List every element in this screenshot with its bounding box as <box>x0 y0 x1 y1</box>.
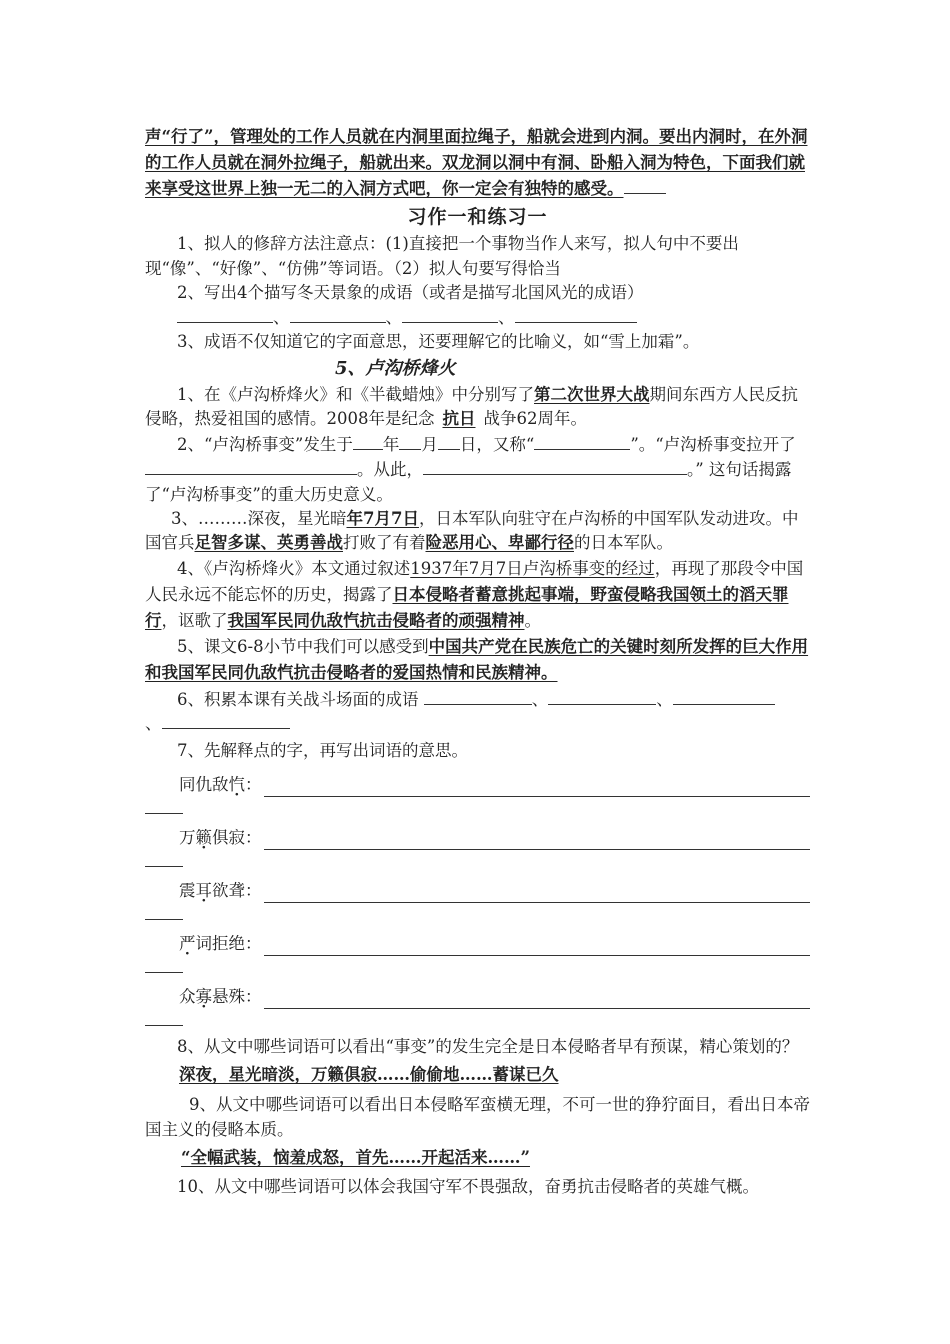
idiom-post: ： <box>245 774 262 794</box>
idiom-label <box>179 879 262 904</box>
section-title-xizuo: 习作一和练习一 <box>407 206 548 228</box>
idiom-post: 俱寂： <box>212 827 262 847</box>
q4-text-a: 4、《卢沟桥烽火》本文通过叙述 <box>177 558 411 578</box>
q1-answer-kangri: 抗日 <box>442 409 476 428</box>
s1-question-2-blanks <box>145 306 810 331</box>
q3-text-c: ，日本军队向驻守在卢沟桥的中国军队发动进攻。中国官兵 <box>145 508 799 552</box>
s2-question-6 <box>145 688 810 713</box>
idiom-pre: 众 <box>179 986 196 1006</box>
q2-text-e: ”。“卢沟桥事变拉开了 <box>630 434 796 454</box>
idiom-post: 词拒绝： <box>195 933 262 953</box>
idiom-answer-tail[interactable] <box>145 1009 183 1026</box>
s2-question-6-blanks-cont <box>145 712 810 737</box>
q3-answer-date: 年7月7日 <box>346 508 419 528</box>
q2-year-label: 年 <box>382 434 400 454</box>
idiom-pre: 同仇敌 <box>179 774 229 794</box>
q3-text-e: 打败了有着 <box>343 533 426 552</box>
q2-month-label: 月 <box>421 434 438 454</box>
idiom-answer-line[interactable] <box>264 884 811 903</box>
idiom-row <box>145 769 810 797</box>
idiom-label <box>179 773 262 798</box>
separator: 、 <box>531 689 549 709</box>
q2-text-g: 。” 这句话揭露了“卢沟桥事变”的重大历史意义。 <box>145 459 792 504</box>
idiom-post: 欲聋： <box>212 880 262 900</box>
answer-blank[interactable] <box>177 306 273 323</box>
dotted-char: 籁 <box>195 827 212 847</box>
q3-answer-japanese: 险恶用心、卑鄙行径 <box>425 533 574 552</box>
s2-question-2 <box>145 432 810 507</box>
q4-text-c: ，再现了那段令中国人民永远不能忘怀的历史，揭露了 <box>145 558 804 604</box>
q4-answer-spirit: 我国军民同仇敌忾抗击侵略者的顽强精神 <box>227 610 525 630</box>
q3-text-a: 3、………深夜，星光暗 <box>171 508 347 528</box>
idiom-answer-tail[interactable] <box>145 903 183 920</box>
q2-text-f: 。从此， <box>357 459 423 479</box>
idiom-label <box>179 932 262 957</box>
s2-question-10: 10、从文中哪些词语可以体会我国守军不畏强敌，奋勇抗击侵略者的英雄气概。 <box>177 1177 759 1196</box>
separator: 、 <box>656 689 673 709</box>
q3-text-g: 的日本军队。 <box>574 533 673 552</box>
idiom-answer-line[interactable] <box>264 831 811 850</box>
q8-answer: 深夜，星光暗淡，万籁俱寂……偷偷地……蓄谋已久 <box>179 1065 559 1084</box>
s2-question-9: 9、从文中哪些词语可以看出日本侵略军蛮横无理，不可一世的狰狞面目，看出日本帝国主义的侵略本质。 <box>145 1094 810 1139</box>
separator: 、 <box>385 307 402 327</box>
q2-text-d: 日，又称“ <box>459 434 535 454</box>
separator: 、 <box>145 714 162 733</box>
idiom-answer-line[interactable] <box>264 937 811 956</box>
section-title-lugouqiao: 5、卢沟桥烽火 <box>335 357 456 379</box>
day-blank[interactable] <box>438 433 460 450</box>
dotted-char: 严 <box>179 933 196 953</box>
s2-question-7: 7、先解释点的字，再写出词语的意思。 <box>177 740 468 760</box>
q5-text-a: 5、课文6-8小节中我们可以感受到 <box>177 636 429 656</box>
idiom-list <box>145 769 810 1026</box>
q2-text-a: 2、“卢沟桥事变”发生于 <box>177 434 353 454</box>
s1-question-3: 3、成语不仅知道它的字面意思，还要理解它的比喻义，如“雪上加霜”。 <box>177 332 700 351</box>
s1-question-2: 2、写出4个描写冬天景象的成语（或者是描写北国风光的成语） <box>177 283 644 302</box>
separator: 、 <box>273 307 290 327</box>
document-page <box>145 124 810 1199</box>
month-blank[interactable] <box>399 433 421 450</box>
intro-paragraph <box>145 124 810 202</box>
idiom-post: 悬殊： <box>212 986 262 1006</box>
alias-blank[interactable] <box>534 433 630 450</box>
answer-blank[interactable] <box>673 688 775 705</box>
q6-text: 6、积累本课有关战斗场面的成语 <box>177 689 419 709</box>
s2-question-8: 8、从文中哪些词语可以看出“事变”的发生完全是日本侵略者早有预谋，精心策划的？ <box>177 1037 799 1056</box>
s1-question-1: 1、拟人的修辞方法注意点：(1)直接把一个事物当作人来写，拟人句中不要出现“像”、“好像”、“仿佛”等词语。（2）拟人句要写得恰当 <box>145 234 739 278</box>
dotted-char: 忾 <box>228 774 245 794</box>
s2-question-5 <box>145 634 810 686</box>
year-blank[interactable] <box>353 433 383 450</box>
q1-text-e: 战争62周年。 <box>483 409 587 428</box>
since-blank[interactable] <box>423 458 687 475</box>
idiom-answer-tail[interactable] <box>145 797 183 814</box>
intro-tail-blank <box>624 177 666 194</box>
idiom-answer-line[interactable] <box>264 990 811 1009</box>
q4-answer-crime: 日本侵略者蓄意挑起事端，野蛮侵略我国领土的滔天罪行 <box>145 584 789 630</box>
idiom-label <box>179 985 262 1010</box>
idiom-label <box>179 826 262 851</box>
q1-answer-war: 第二次世界大战 <box>534 384 650 404</box>
idiom-row <box>145 928 810 956</box>
q3-answer-chinese: 足智多谋、英勇善战 <box>194 533 343 552</box>
intro-text: 声“行了”，管理处的工作人员就在内洞里面拉绳子，船就会进到内洞。要出内洞时，在外洞的工作人员就在洞外拉绳子，船就出来。双龙洞以洞中有洞、卧船入洞为特色，下面我们就来享受这世界上独一无二的入洞方式吧，你一定会有独特的感受。 <box>145 127 808 198</box>
idiom-row <box>145 981 810 1009</box>
idiom-pre: 万 <box>179 827 196 847</box>
q4-answer-event: 1937年7月7日卢沟桥事变的经过 <box>410 558 655 578</box>
idiom-answer-line[interactable] <box>264 778 811 797</box>
opened-blank[interactable] <box>145 458 357 475</box>
answer-blank[interactable] <box>515 306 637 323</box>
idiom-row <box>145 822 810 850</box>
q4-text-e: ，讴歌了 <box>161 610 228 630</box>
s2-question-4 <box>145 556 810 634</box>
s2-question-3 <box>145 507 810 556</box>
answer-blank[interactable] <box>290 306 386 323</box>
q1-text-c: 期间东西方人民反抗侵略，热爱祖国的感情。2008年是纪念 <box>145 384 798 428</box>
answer-blank[interactable] <box>162 712 290 729</box>
s2-question-1 <box>145 383 810 432</box>
answer-blank[interactable] <box>424 688 532 705</box>
q4-text-g: 。 <box>524 610 541 630</box>
idiom-row <box>145 875 810 903</box>
idiom-answer-tail[interactable] <box>145 850 183 867</box>
q5-answer: 中国共产党在民族危亡的关键时刻所发挥的巨大作用和我国军民同仇敌忾抗击侵略者的爱国热情和民族精神。 <box>145 636 809 682</box>
separator: 、 <box>498 307 515 327</box>
q9-answer: “全幅武装，恼羞成怒，首先……开起活来……” <box>181 1147 530 1167</box>
idiom-pre: 震 <box>179 880 196 900</box>
q1-text-a: 1、在《卢沟桥烽火》和《半截蜡烛》中分别写了 <box>177 384 534 404</box>
answer-blank[interactable] <box>548 688 656 705</box>
answer-blank[interactable] <box>402 306 498 323</box>
dotted-char: 耳 <box>195 880 212 900</box>
idiom-answer-tail[interactable] <box>145 956 183 973</box>
dotted-char: 寡 <box>195 986 212 1006</box>
